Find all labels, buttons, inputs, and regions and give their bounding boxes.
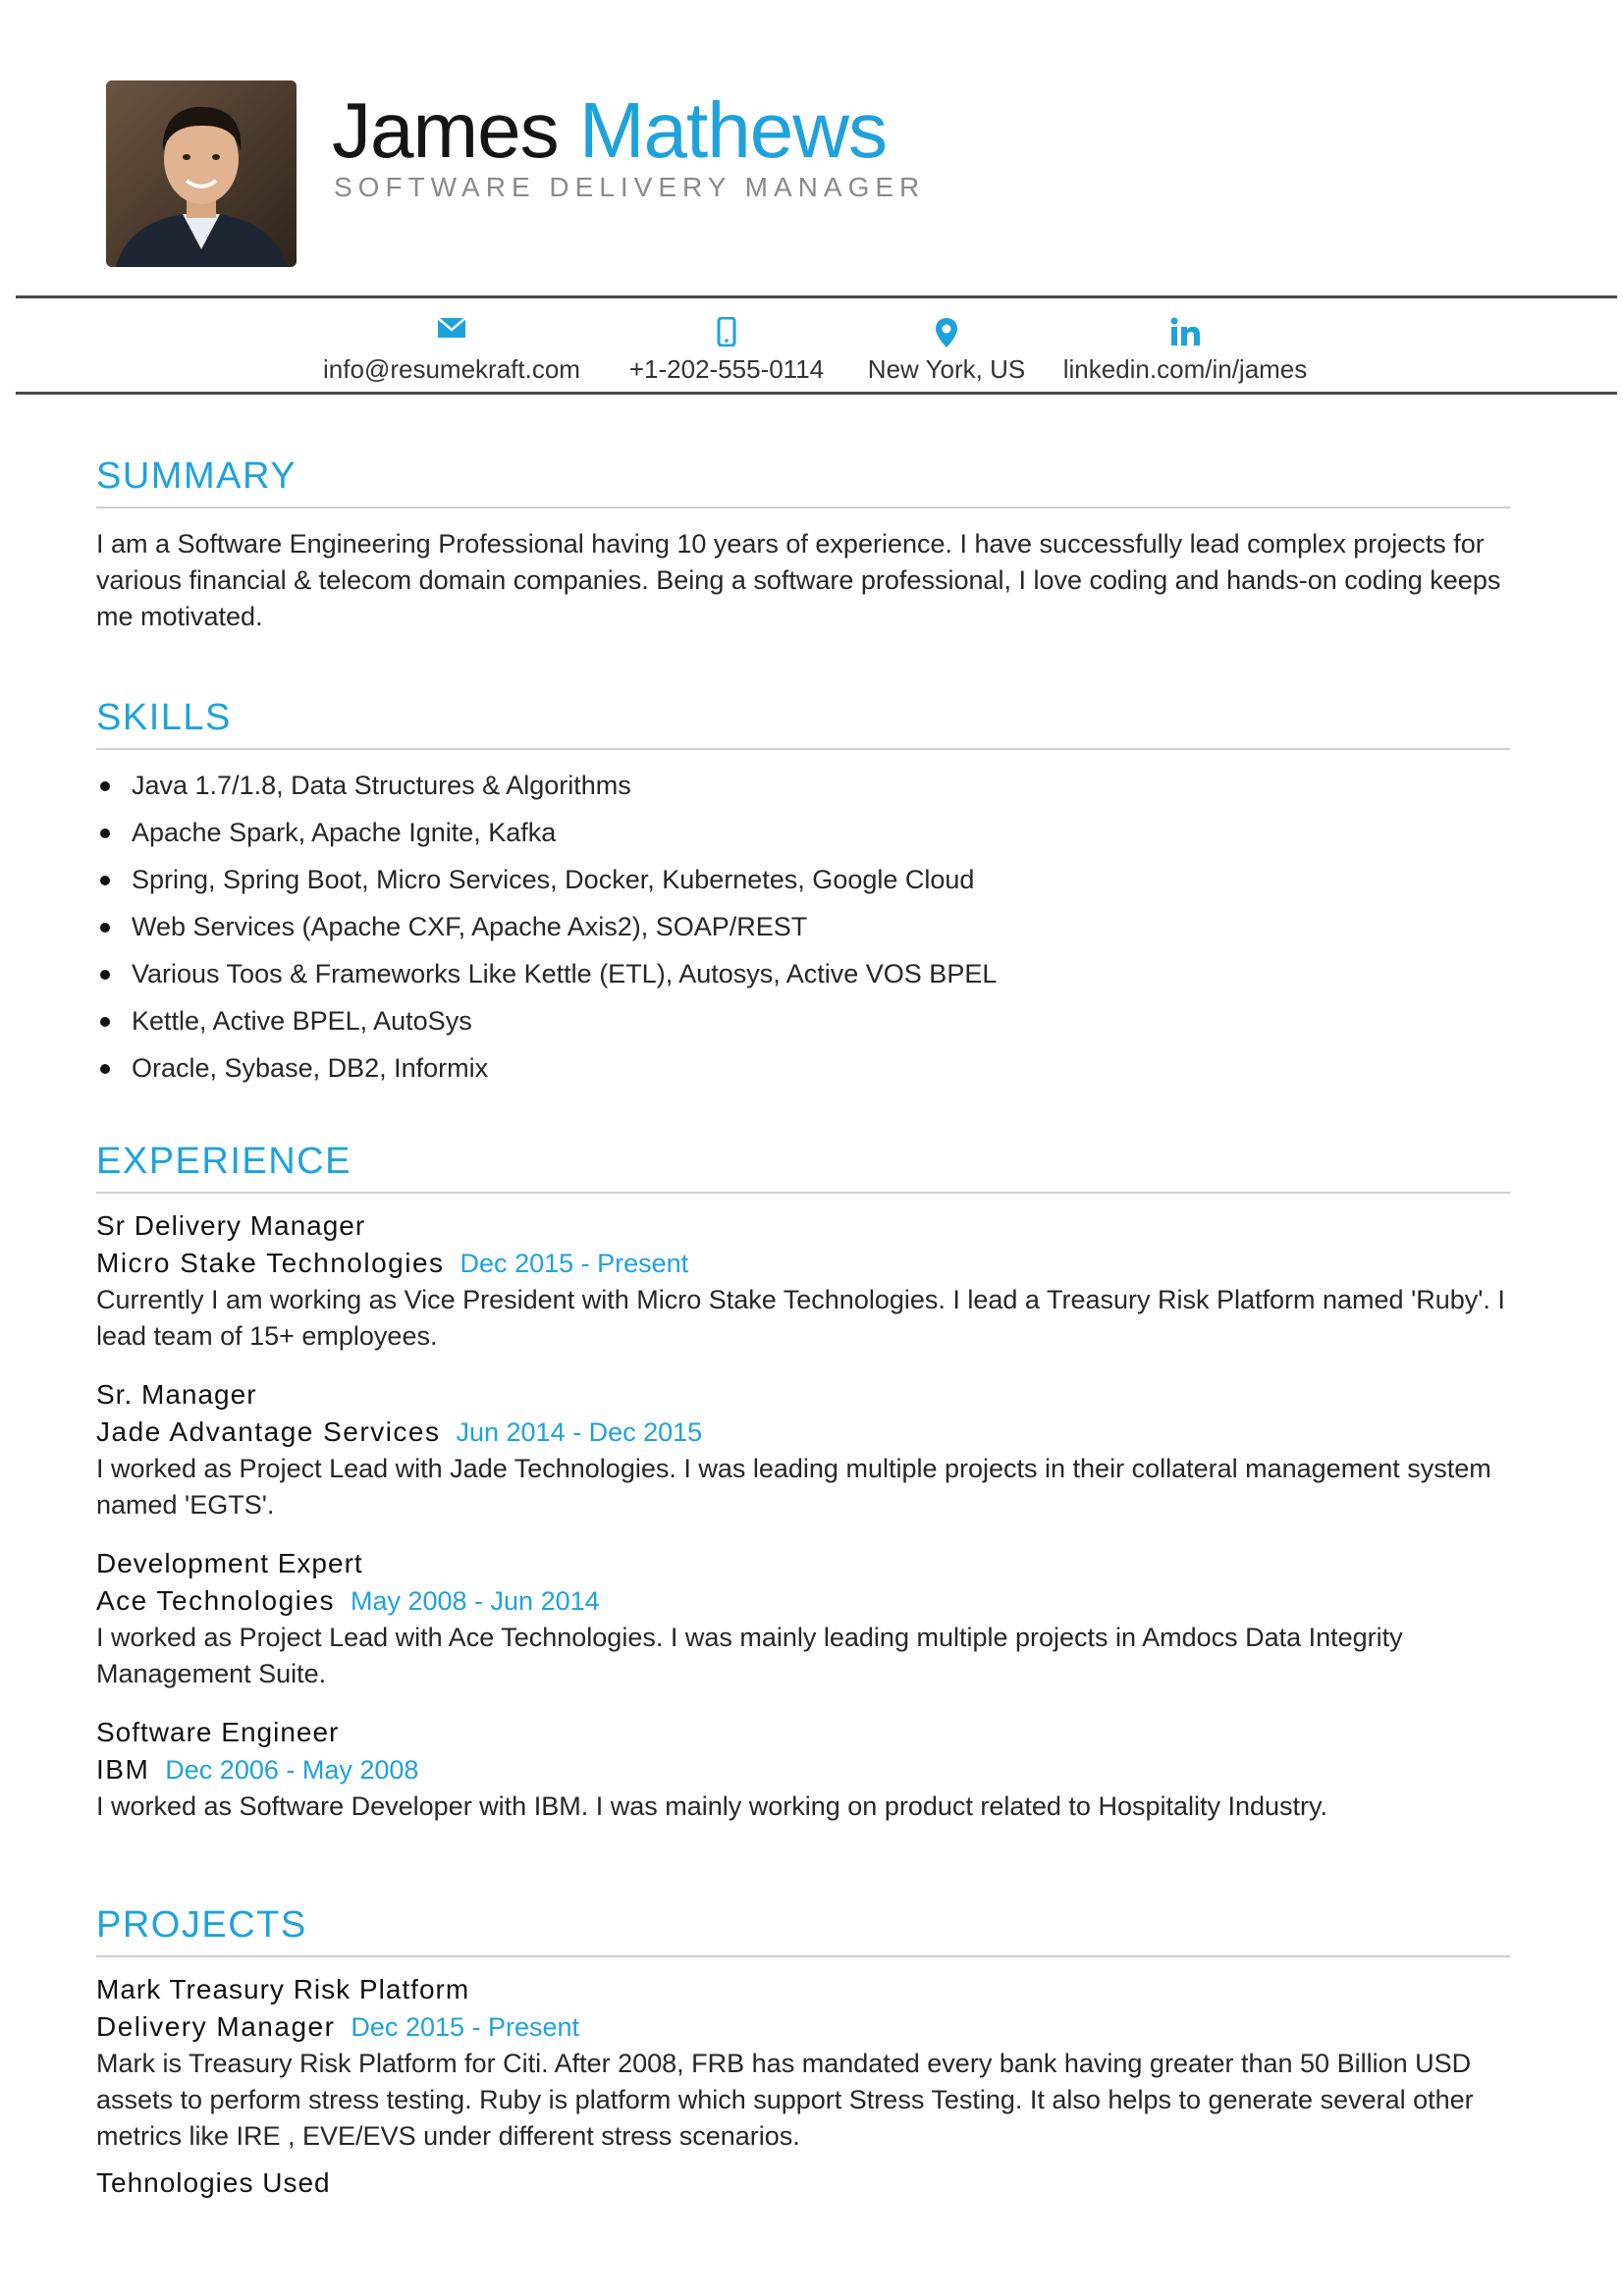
bullet-icon xyxy=(100,876,110,885)
skill-item: Kettle, Active BPEL, AutoSys xyxy=(96,997,1510,1044)
summary-section xyxy=(96,454,1510,635)
candidate-name xyxy=(332,86,887,175)
skill-item: Java 1.7/1.8, Data Structures & Algorithms xyxy=(96,762,1510,809)
project-name: Mark Treasury Risk Platform xyxy=(96,1974,470,2004)
experience-heading: EXPERIENCE xyxy=(96,1141,352,1182)
linkedin-text: linkedin.com/in/james xyxy=(1062,354,1308,384)
job-role: Software Engineer xyxy=(96,1717,340,1747)
phone-text: +1-202-555-0114 xyxy=(628,354,825,384)
job-role: Development Expert xyxy=(96,1548,363,1578)
projects-heading: PROJECTS xyxy=(96,1904,307,1946)
phone-icon xyxy=(619,317,835,350)
job-company-line xyxy=(96,1751,1510,1789)
technologies-heading: Tehnologies Used xyxy=(96,2167,331,2198)
skill-item: Web Services (Apache CXF, Apache Axis2), SOAP/REST xyxy=(96,903,1510,950)
header-divider-bottom xyxy=(16,392,1617,395)
skill-item: Various Toos & Frameworks Like Kettle (ETL), Autosys, Active VOS BPEL xyxy=(96,950,1510,997)
skill-item: Apache Spark, Apache Ignite, Kafka xyxy=(96,809,1510,856)
section-divider xyxy=(96,1192,1510,1194)
job-company-line xyxy=(96,1245,1510,1282)
bullet-icon xyxy=(100,781,110,791)
contact-email[interactable] xyxy=(316,317,587,384)
project-role: Delivery Manager xyxy=(96,2011,336,2042)
job-description: I worked as Project Lead with Jade Technologies. I was leading multiple projects in their collateral management system named 'EGTS'. xyxy=(96,1454,1491,1520)
job-dates: Dec 2015 - Present xyxy=(460,1249,689,1278)
map-pin-icon xyxy=(862,317,1031,350)
skill-item: Oracle, Sybase, DB2, Informix xyxy=(96,1044,1510,1092)
email-text: info@resumekraft.com xyxy=(323,354,580,384)
project-description: Mark is Treasury Risk Platform for Citi. After 2008, FRB has mandated every bank having greater than 50 Billion USD assets to perform stress testing. Ruby is platform which support Stress Testing. It also helps to generate several other metrics like IRE , EVE/EVS under different stress scenarios. xyxy=(96,2049,1474,2151)
summary-text: I am a Software Engineering Professional having 10 years of experience. I have successfully lead complex projects for various financial & telecom domain companies. Being a software professional, I love coding and hands-on coding keeps me motivated. xyxy=(96,529,1501,631)
portrait-photo xyxy=(106,80,297,267)
location-text: New York, US xyxy=(867,354,1026,384)
bullet-icon xyxy=(100,828,110,838)
job-role: Sr. Manager xyxy=(96,1379,257,1410)
skills-section xyxy=(96,695,1510,1092)
section-divider xyxy=(96,507,1510,508)
bullet-icon xyxy=(100,1017,110,1027)
contact-location xyxy=(862,317,1031,384)
job-title: SOFTWARE DELIVERY MANAGER xyxy=(334,172,926,202)
first-name: James xyxy=(332,86,559,174)
section-divider xyxy=(96,748,1510,750)
bullet-icon xyxy=(100,1064,110,1074)
resume-header xyxy=(0,0,1623,294)
project-entry xyxy=(96,1971,1510,2202)
summary-heading: SUMMARY xyxy=(96,455,298,497)
job-company-line xyxy=(96,1582,1510,1620)
portrait-illustration xyxy=(106,80,297,267)
job-entry xyxy=(96,1545,1510,1692)
skills-list xyxy=(96,762,1510,1092)
job-company: IBM xyxy=(96,1754,150,1785)
contact-bar xyxy=(0,299,1623,390)
contact-phone[interactable] xyxy=(619,317,835,384)
job-dates: May 2008 - Jun 2014 xyxy=(350,1586,600,1616)
job-company: Micro Stake Technologies xyxy=(96,1248,445,1278)
job-entry xyxy=(96,1376,1510,1523)
job-dates: Jun 2014 - Dec 2015 xyxy=(456,1417,703,1447)
job-description: I worked as Software Developer with IBM. I was mainly working on product related to Hospitality Industry. xyxy=(96,1791,1328,1821)
bullet-icon xyxy=(100,970,110,980)
skill-item: Spring, Spring Boot, Micro Services, Docker, Kubernetes, Google Cloud xyxy=(96,856,1510,903)
contact-linkedin[interactable] xyxy=(1055,317,1316,384)
job-company: Jade Advantage Services xyxy=(96,1416,441,1447)
section-divider xyxy=(96,1955,1510,1957)
job-dates: Dec 2006 - May 2008 xyxy=(165,1755,419,1785)
job-role: Sr Delivery Manager xyxy=(96,1210,366,1241)
header-divider-top xyxy=(16,295,1617,298)
job-entry xyxy=(96,1714,1510,1825)
envelope-icon xyxy=(316,317,587,350)
bullet-icon xyxy=(100,923,110,933)
job-description: Currently I am working as Vice President with Micro Stake Technologies. I lead a Treasury Risk Platform named 'Ruby'. I lead team of 15+ employees. xyxy=(96,1285,1505,1351)
job-company: Ace Technologies xyxy=(96,1585,335,1616)
experience-section xyxy=(96,1139,1510,1825)
skills-heading: SKILLS xyxy=(96,697,232,738)
project-dates: Dec 2015 - Present xyxy=(351,2012,580,2042)
job-company-line xyxy=(96,1414,1510,1451)
project-role-line xyxy=(96,2008,1510,2046)
projects-section xyxy=(96,1902,1510,2202)
job-description: I worked as Project Lead with Ace Technologies. I was mainly leading multiple projects in Amdocs Data Integrity Management Suite. xyxy=(96,1623,1403,1688)
last-name: Mathews xyxy=(578,86,887,174)
linkedin-icon xyxy=(1055,317,1316,350)
job-entry xyxy=(96,1207,1510,1355)
